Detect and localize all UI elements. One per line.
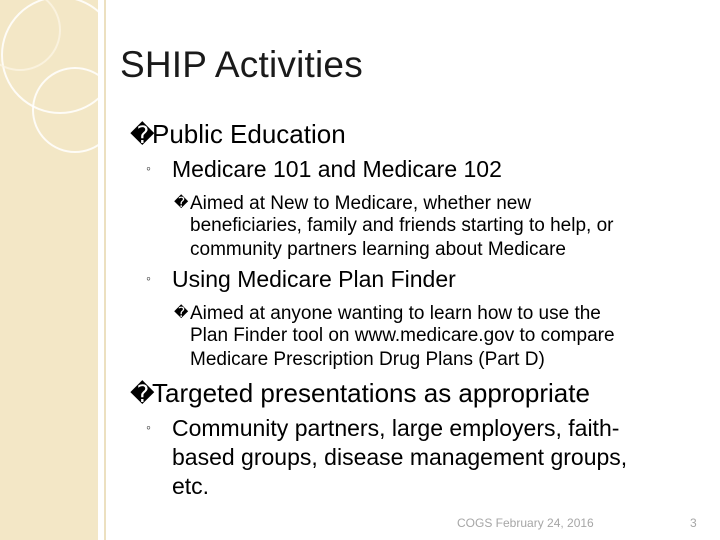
detail-glyph: � bbox=[174, 194, 189, 210]
bullet-targeted-presentations bbox=[130, 378, 590, 409]
decorative-sidebar bbox=[0, 0, 98, 540]
bullet-text: Targeted presentations as appropriate bbox=[152, 378, 590, 408]
slide-title: SHIP Activities bbox=[120, 44, 363, 85]
bullet-public-education bbox=[130, 119, 346, 150]
footer-date: COGS February 24, 2016 bbox=[457, 516, 594, 530]
sidebar-rule bbox=[104, 0, 106, 540]
sub-bullet-community-line-1: ◦ Community partners, large employers, faith- bbox=[146, 415, 620, 441]
sub-bullet-text: Medicare 101 and Medicare 102 bbox=[172, 156, 502, 182]
detail-plan-finder-line-3: Medicare Prescription Drug Plans (Part D) bbox=[190, 349, 545, 370]
sub-bullet-text: Using Medicare Plan Finder bbox=[172, 266, 456, 292]
sub-bullet-community-line-2: based groups, disease management groups, bbox=[172, 444, 628, 470]
detail-medicare-101-line-3: community partners learning about Medicare bbox=[190, 239, 566, 260]
bullet-text: Public Education bbox=[152, 119, 346, 149]
sub-bullet-community-line-3: etc. bbox=[172, 473, 210, 499]
sub-bullet-glyph: ◦ bbox=[146, 160, 151, 176]
detail-plan-finder-line-2: Plan Finder tool on www.medicare.gov to compare bbox=[190, 325, 615, 346]
bullet-glyph: � bbox=[130, 381, 155, 408]
detail-glyph: � bbox=[174, 304, 189, 320]
detail-medicare-101-line-1: �Aimed at New to Medicare, whether new bbox=[174, 190, 531, 216]
sub-bullet-glyph: ◦ bbox=[146, 270, 151, 286]
bullet-glyph: � bbox=[130, 122, 155, 149]
detail-plan-finder-line-1: �Aimed at anyone wanting to learn how to use the bbox=[174, 300, 601, 326]
detail-medicare-101-line-2: beneficiaries, family and friends starting to help, or bbox=[190, 215, 614, 236]
sub-bullet-plan-finder bbox=[146, 266, 456, 293]
sub-bullet-glyph: ◦ bbox=[146, 419, 151, 435]
slide-number: 3 bbox=[690, 516, 697, 530]
sidebar-rings-graphic bbox=[0, 0, 98, 540]
sub-bullet-medicare-101 bbox=[146, 156, 502, 183]
